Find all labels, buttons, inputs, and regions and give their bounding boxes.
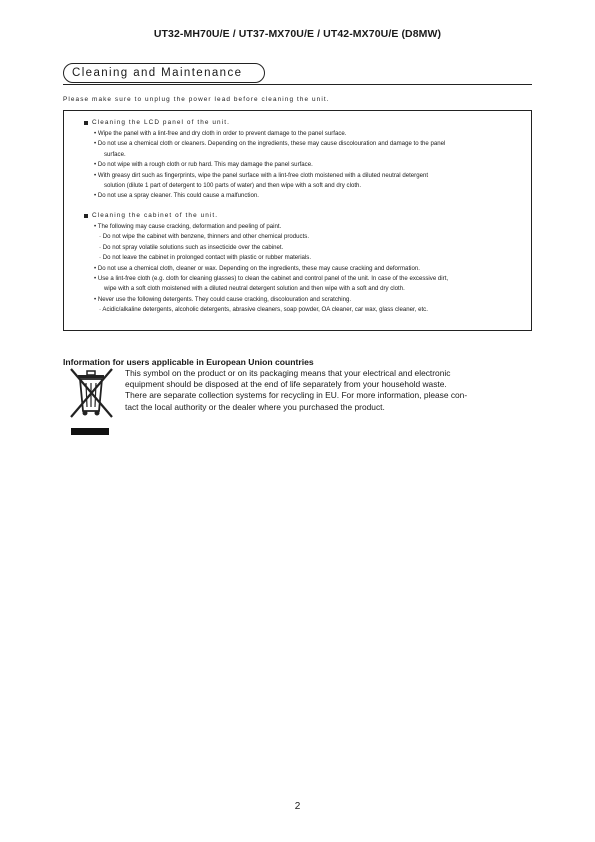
text-line: tact the local authority or the dealer where you purchased the product. [125, 401, 385, 412]
text-line: There are separate collection systems for recycling in EU. For more information, please con- [125, 390, 468, 401]
list-item: • With greasy dirt such as fingerprints, wipe the panel surface with a lint-free cloth moistened with a diluted neutral detergent [94, 171, 429, 179]
list-item: • The following may cause cracking, deformation and peeling of paint. [94, 223, 282, 230]
eu-info-title: Information for users applicable in European Union countries [63, 357, 314, 367]
crossed-out-wheelie-bin-icon [68, 366, 116, 441]
model-header: UT32-MH70U/E / UT37-MX70U/E / UT42-MX70U/E (D8MW) [153, 28, 442, 40]
square-bullet-icon [84, 214, 88, 218]
list-item: • Use a lint-free cloth (e.g. cloth for cleaning glasses) to clean the cabinet and control panel of the unit. In case of the excessive dirt, [94, 275, 449, 283]
square-bullet-icon [84, 121, 88, 125]
unplug-warning: Please make sure to unplug the power lead before cleaning the unit. [63, 96, 330, 103]
list-item: · Do not leave the cabinet in prolonged contact with plastic or rubber materials. [99, 254, 312, 262]
lcd-heading-text: Cleaning the LCD panel of the unit. [92, 119, 230, 126]
list-item: surface. [104, 150, 126, 158]
text-line: This symbol on the product or on its packaging means that your electrical and electronic [125, 368, 451, 378]
list-item: wipe with a soft cloth moistened with a diluted neutral detergent solution and then wipe with a soft and dry cloth. [104, 285, 405, 293]
lcd-heading [84, 119, 519, 126]
list-item: solution (dilute 1 part of detergent to 100 parts of water) and then wipe with a soft and dry cloth. [104, 182, 362, 190]
eu-info-text [125, 368, 505, 413]
title-underline [63, 84, 532, 85]
lcd-section [84, 119, 519, 202]
section-title [63, 63, 265, 83]
list-item: • Never use the following detergents. They could cause cracking, discolouration and scratching. [94, 295, 352, 303]
list-item: · Acidic/alkaline detergents, alcoholic detergents, abrasive cleaners, soap powder, OA cleaner, car wax, glass cleaner, etc. [99, 306, 428, 314]
list-item: • Do not wipe with a rough cloth or rub hard. This may damage the panel surface. [94, 161, 313, 169]
list-item: · Do not spray volatile solutions such as insecticide over the cabinet. [99, 243, 284, 251]
cabinet-heading-text: Cleaning the cabinet of the unit. [92, 212, 219, 219]
list-item: • Do not use a chemical cloth, cleaner or wax. Depending on the ingredients, these may cause cracking and deformation. [94, 264, 420, 272]
cabinet-heading [84, 212, 519, 219]
section-title-text: Cleaning and Maintenance [72, 67, 243, 79]
list-item: · Do not wipe the cabinet with benzene, thinners and other chemical products. [99, 233, 310, 241]
cleaning-instructions-box [63, 110, 532, 331]
list-item: • Do not use a spray cleaner. This could cause a malfunction. [94, 192, 259, 200]
list-item: • Wipe the panel with a lint-free and dry cloth in order to prevent damage to the panel surface. [94, 130, 347, 137]
text-line: equipment should be disposed at the end of life separately from your household waste. [125, 379, 447, 390]
page-number: 2 [294, 801, 301, 812]
list-item: • Do not use a chemical cloth or cleaners. Depending on the ingredients, these may cause discolouration and damage to the panel [94, 140, 446, 148]
cabinet-section [84, 212, 519, 316]
